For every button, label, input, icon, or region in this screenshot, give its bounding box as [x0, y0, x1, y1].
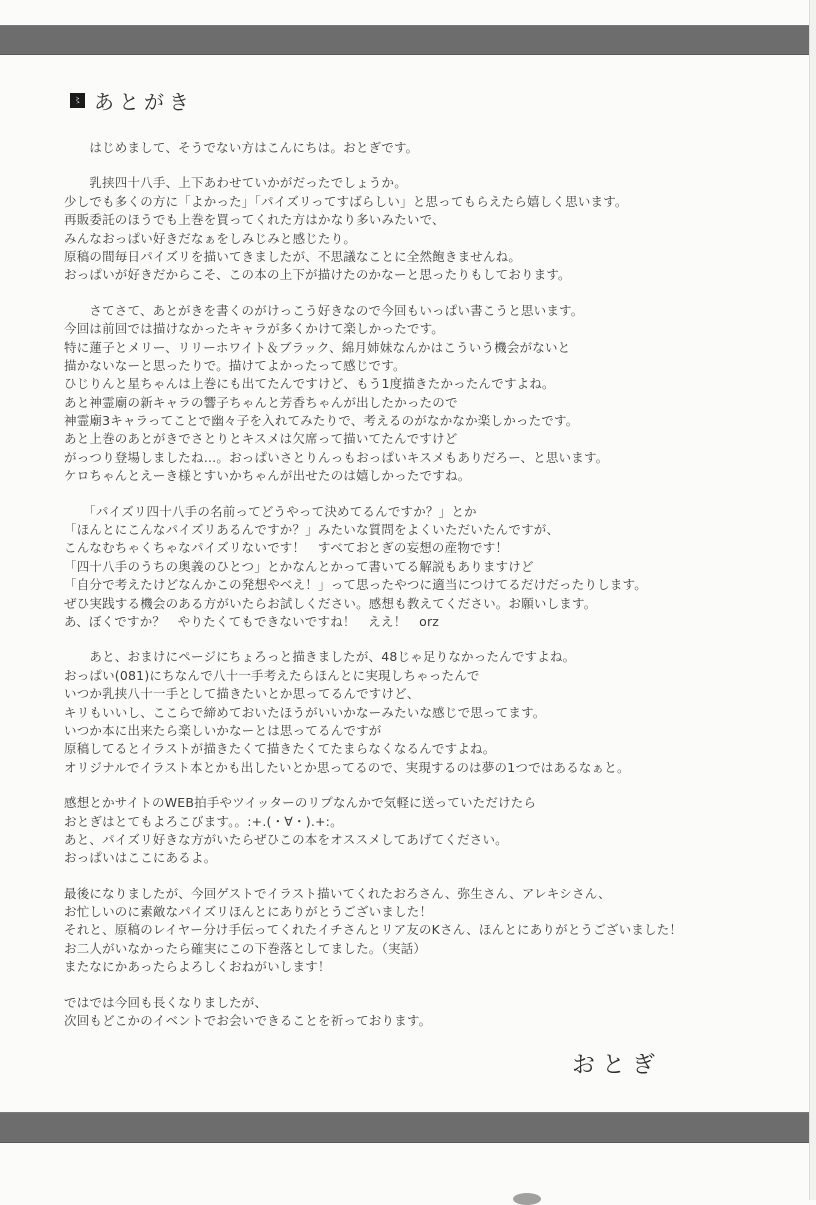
ink-smudge	[513, 1193, 541, 1205]
text-line: あと、おまけにページにちょろっと描きましたが、48じゃ足りなかったんですよね。	[64, 649, 576, 665]
paragraph	[64, 302, 812, 486]
header-stamp-icon: 〻	[70, 93, 85, 108]
text-line: 次回もどこかのイベントでお会いできることを祈っております。	[64, 1013, 432, 1029]
text-line: 「パイズリ四十八手の名前ってどうやって決めてるんですか？」とか	[64, 503, 477, 519]
text-line: 「四十八手のうちの奥義のひとつ」とかなんとかって書いてる解説もありますけど	[64, 558, 534, 574]
text-line: おっぱい(081)にちなんで八十一手考えたらほんとに実現しちゃったんで	[64, 667, 480, 683]
text-line: 乳挟四十八手、上下あわせていかがだったでしょうか。	[64, 175, 407, 191]
text-line: いつか本に出来たら楽しいかなーとは思ってるんですが	[64, 722, 382, 738]
text-line: それと、原稿のレイヤー分け手伝ってくれたイチさんとリア友のKさん、ほんとにありがとうございました！	[64, 922, 683, 938]
page-title: あとがき	[94, 90, 194, 114]
text-line: オリジナルでイラスト本とかも出したいとか思ってるので、実現するのは夢の1つではあるなぁと。	[64, 759, 630, 775]
text-line: さてさて、あとがきを書くのがけっこう好きなので今回もいっぱい書こうと思います。	[64, 302, 584, 318]
text-line: あ、ぼくですか？ やりたくてもできないですね！ ええ！ orz	[64, 613, 440, 629]
text-line: ひじりんと星ちゃんは上巻にも出てたんですけど、もう1度描きたかったんですよね。	[64, 376, 555, 392]
paragraph	[64, 503, 812, 632]
bottom-rule-bar	[0, 1112, 812, 1143]
text-line: ぜひ実践する機会のある方がいたらお試しください。感想も教えてください。お願いします。	[64, 595, 597, 611]
text-line: みんなおっぱい好きだなぁをしみじみと感じたり。	[64, 230, 357, 246]
text-line: キリもいいし、ここらで締めておいたほうがいいかなーみたいな感じで思ってます。	[64, 704, 546, 720]
text-line: 描かないなーと思ったりで。描けてよかったって感じです。	[64, 357, 406, 373]
text-line: またなにかあったらよろしくおねがいします！	[64, 959, 331, 975]
text-line: 原稿してるとイラストが描きたくて描きたくてたまらなくなるんですよね。	[64, 741, 496, 757]
paragraph	[64, 994, 812, 1031]
text-line: 原稿の間毎日パイズリを描いてきましたが、不思議なことに全然飽きませんね。	[64, 248, 522, 264]
text-line: 「自分で考えたけどなんかこの発想やべえ！」って思ったやつに適当につけてるだけだったりします。	[64, 577, 647, 593]
afterword-text	[64, 139, 812, 1047]
text-line: おっぱいはここにあるよ。	[64, 850, 217, 866]
text-line: 神霊廟3キャラってことで幽々子を入れてみたりで、考えるのがなかなか楽しかったです。	[64, 413, 579, 429]
paragraph	[64, 174, 812, 284]
page-edge-shading	[810, 0, 816, 1200]
text-line: ではでは今回も長くなりましたが、	[64, 994, 268, 1010]
text-line: 特に蓮子とメリー、リリーホワイト＆ブラック、綿月姉妹なんかはこういう機会がないと	[64, 339, 571, 355]
text-line: ケロちゃんとえーき様とすいかちゃんが出せたのは嬉しかったですね。	[64, 468, 471, 484]
text-line: 感想とかサイトのWEB拍手やツイッターのリプなんかで気軽に送っていただけたら	[64, 795, 537, 811]
text-line: あと上巻のあとがきでさとりとキスメは欠席って描いてたんですけど	[64, 431, 458, 447]
text-line: おとぎはとてもよろこびます。。:+.(・∀・).+:。	[64, 813, 343, 829]
text-line: あと、パイズリ好きな方がいたらぜひこの本をオススメしてあげてください。	[64, 831, 508, 847]
text-line: 今回は前回では描けなかったキャラが多くかけて楽しかったです。	[64, 321, 445, 337]
text-line: お二人がいなかったら確実にこの下巻落としてました。（実話）	[64, 940, 427, 956]
text-line: がっつり登場しましたね…。おっぱいさとりんっもおっぱいキスメもありだろー、と思います。	[64, 449, 609, 465]
page-header	[70, 86, 194, 115]
text-line: 再販委託のほうでも上巻を買ってくれた方はかなり多いみたいで、	[64, 212, 445, 228]
paragraph	[64, 885, 812, 977]
text-line: 最後になりましたが、今回ゲストでイラスト描いてくれたおろさん、弥生さん、アレキシさん、	[64, 885, 611, 901]
text-line: おっぱいが好きだからこそ、この本の上下が描けたのかなーと思ったりもしております。	[64, 267, 571, 283]
top-rule-bar	[0, 25, 812, 55]
text-line: あと神霊廟の新キャラの響子ちゃんと芳香ちゃんが出したかったので	[64, 394, 458, 410]
page-edge-line	[809, 0, 810, 1200]
text-line: こんなむちゃくちゃなパイズリないです！ すべておとぎの妄想の産物です！	[64, 540, 509, 556]
text-line: はじめまして、そうでない方はこんにちは。おとぎです。	[64, 140, 419, 155]
paragraph	[64, 139, 812, 157]
text-line: お忙しいのに素敵なパイズリほんとにありがとうございました！	[64, 904, 433, 920]
text-line: 「ほんとにこんなパイズリあるんですか？」みたいな質問をよくいただいたんですが、	[64, 522, 560, 538]
text-line: いつか乳挟八十一手として描きたいとか思ってるんですけど、	[64, 686, 420, 702]
paragraph	[64, 648, 812, 777]
author-signature: おとぎ	[572, 1052, 662, 1078]
paragraph	[64, 794, 812, 868]
text-line: 少しでも多くの方に「よかった」「パイズリってすばらしい」と思ってもらえたら嬉しく思います。	[64, 193, 628, 209]
